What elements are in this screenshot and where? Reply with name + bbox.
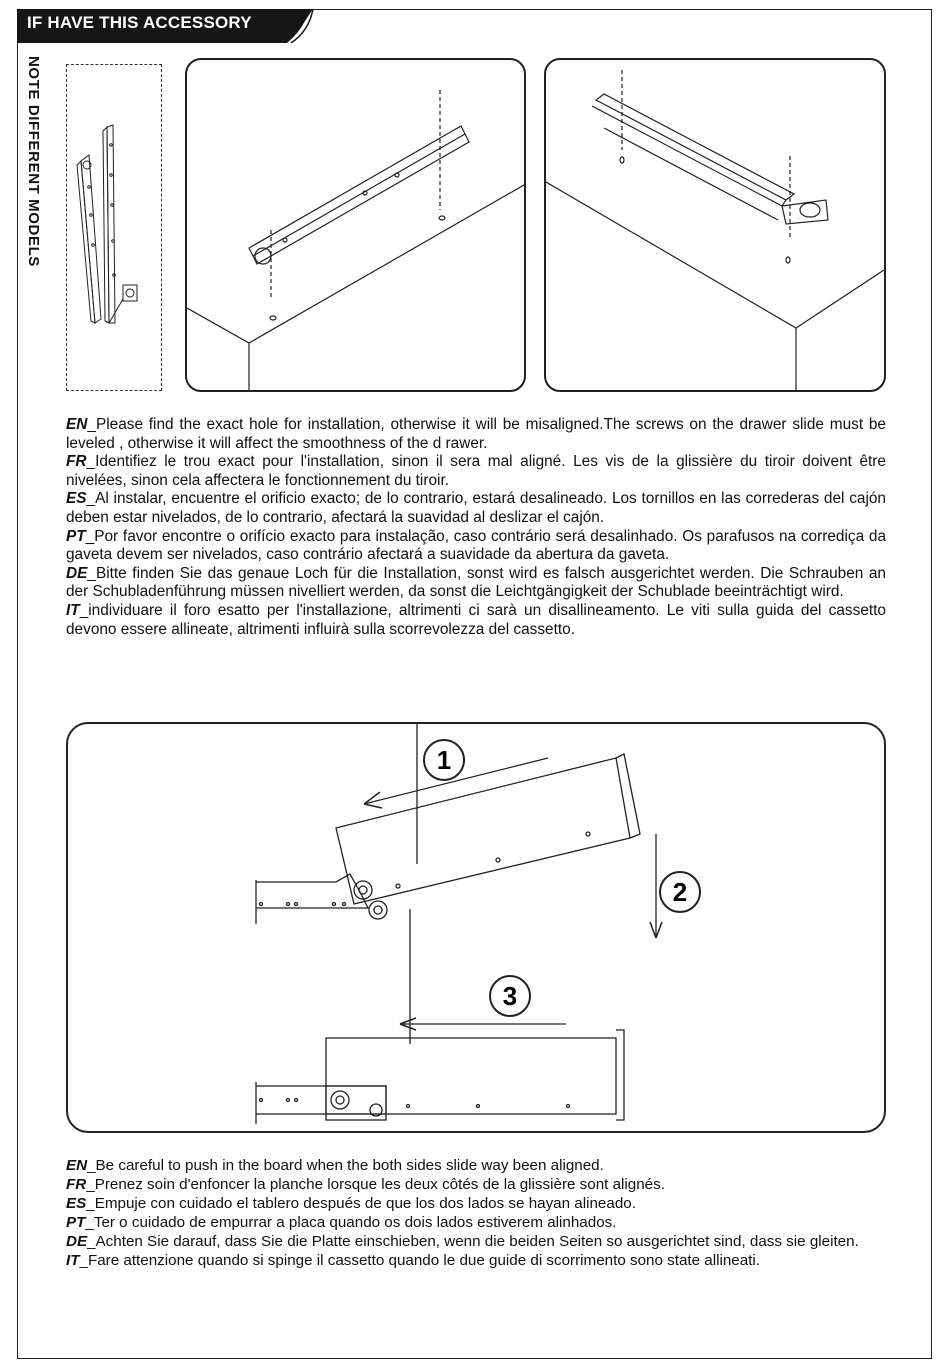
side-note-text: NOTE DIFFERENT MODELS — [25, 56, 42, 267]
install-view-2 — [544, 58, 886, 392]
instruction-en: EN_Please find the exact hole for installation, otherwise it will be misaligned.The screws on the drawer slide must be leveled , otherwise it will affect the smoothness of the d rawer. — [66, 416, 886, 452]
step-1-label: 1 — [436, 745, 452, 775]
drawer-insertion-diagram — [66, 722, 886, 1133]
side-note — [22, 56, 48, 326]
instructions-block-2 — [66, 1156, 886, 1270]
push-instruction-fr: FR_Prenez soin d'enfoncer la planche lorsque les deux côtés de la glissière sont alignés. — [66, 1176, 665, 1193]
push-instruction-it: IT_Fare attenzione quando si spinge il cassetto quando le due guide di scorrimento sono state allineati. — [66, 1252, 761, 1269]
step-2-label: 2 — [672, 877, 688, 907]
instruction-fr: FR_Identifiez le trou exact pour l'installation, sinon il sera mal aligné. Les vis de la glissière du tiroir doivent être nivelées, sinon cela affectera le fonctionnement du tiroir. — [66, 453, 886, 489]
install-view-1 — [185, 58, 526, 392]
instruction-es: ES_Al instalar, encuentre el orificio exacto; de lo contrario, estará desalineado. Los tornillos en las correderas del cajón deben estar nivelados, de lo contrario, afectará la suavidad al deslizar el cajón. — [66, 490, 886, 526]
instruction-it: IT_individuare il foro esatto per l'installazione, altrimenti ci sarà un disallineamento. Le viti sulla guida del cassetto devono essere allineate, altrimenti influirà sulla scorrevolezza del cassetto. — [66, 601, 886, 638]
push-instruction-de: DE_Achten Sie darauf, dass Sie die Platte einschieben, wenn die beiden Seiten so ausgerichtet sind, dass sie gleiten. — [66, 1233, 859, 1250]
push-instruction-es: ES_Empuje con cuidado el tablero después de que los dos lados se hayan alineado. — [66, 1195, 636, 1212]
instructions-block-1 — [66, 416, 886, 639]
instruction-pt: PT_Por favor encontre o orifício exacto para instalação, caso contrário será desalinhado. Os parafusos na corrediça da gaveta devem ser nivelados, caso contrário afectará a suavidade da abertura da gaveta. — [66, 527, 886, 564]
header-title: IF HAVE THIS ACCESSORY — [27, 13, 252, 32]
instruction-de: DE_Bitte finden Sie das genaue Loch für die Installation, sonst wird es falsch ausgerichtet werden. Die Schrauben an der Schubladenführung müssen nivelliert werden, da sonst die Leichtgängigkeit der Schublade beeinträchtigt wird. — [66, 564, 886, 601]
step-3-label: 3 — [502, 981, 518, 1011]
push-instruction-pt: PT_Ter o cuidado de empurrar a placa quando os dois lados estiverem alinhados. — [66, 1214, 617, 1231]
push-instruction-en: EN_Be careful to push in the board when the both sides slide way been aligned. — [66, 1157, 604, 1174]
slide-pair-illustration — [67, 65, 161, 390]
accessory-models-panel — [66, 64, 162, 391]
